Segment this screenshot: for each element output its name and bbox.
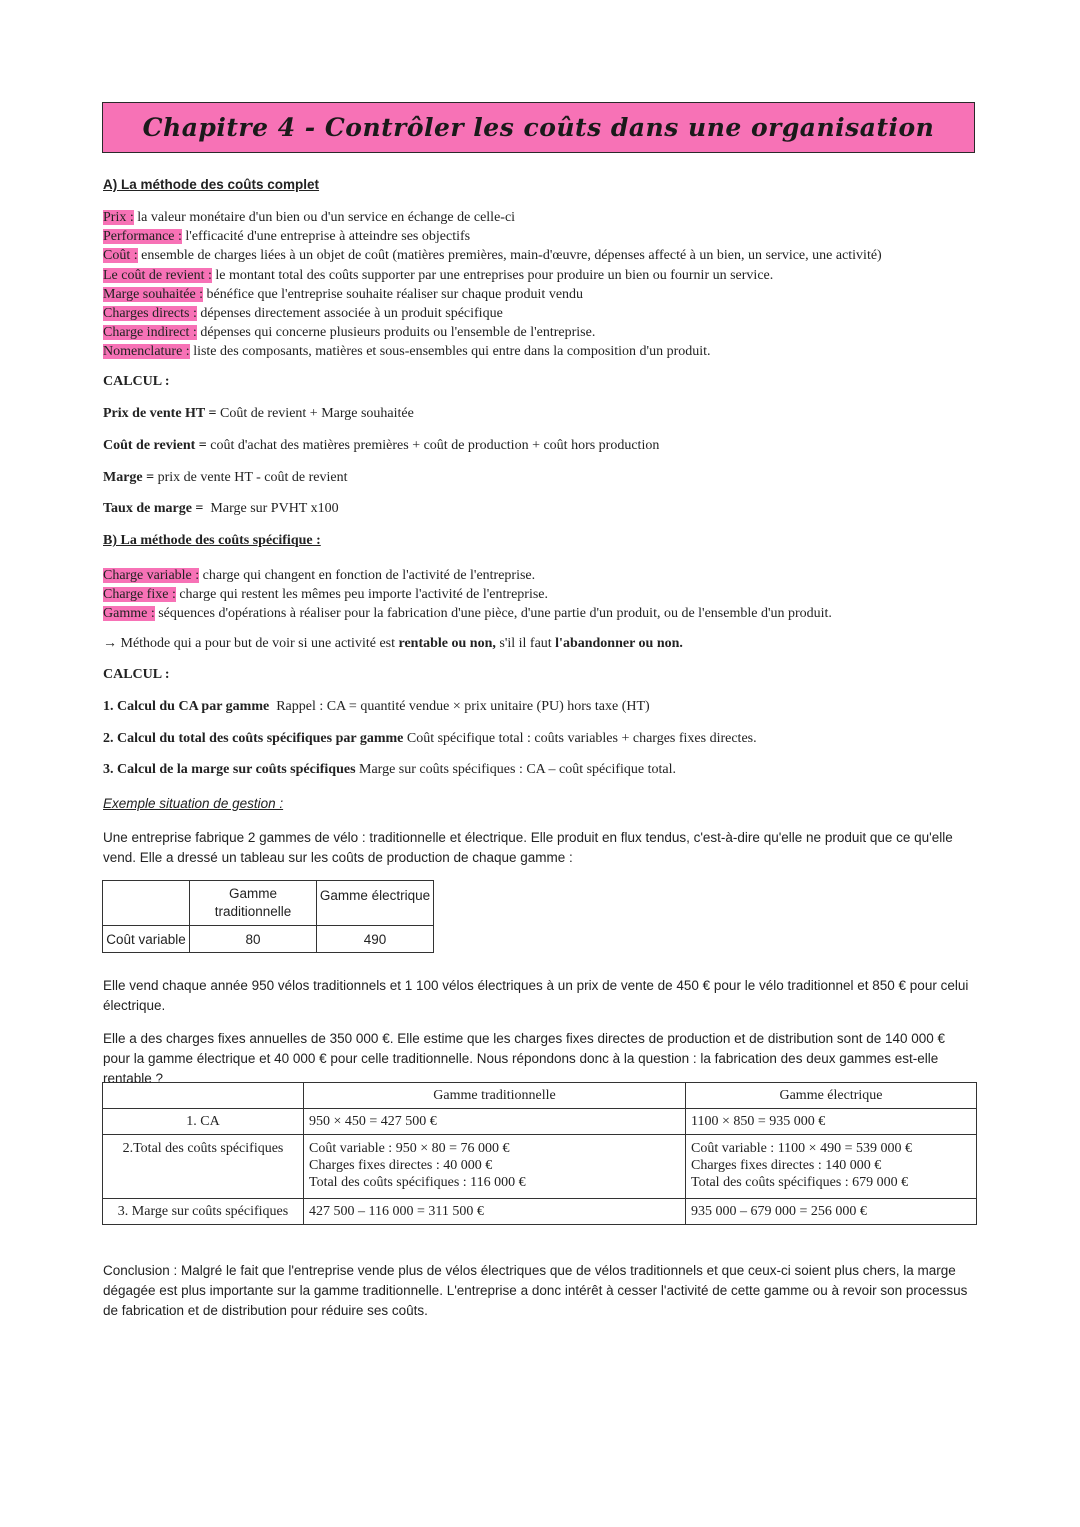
table-row <box>103 1199 977 1225</box>
calcul-label-a: CALCUL : <box>103 374 170 389</box>
definition-term: Charges directs : <box>103 306 197 322</box>
chapter-title: Chapitre 4 - Contrôler les coûts dans une organisation <box>142 113 935 142</box>
formula-selling-price: Prix de vente HT = Coût de revient + Marge souhaitée <box>103 406 414 421</box>
definition-text: ensemble de charges liées à un objet de coût (matières premières, main-d'œuvre, dépenses affecté à un bien, un service, une activité) <box>137 248 882 264</box>
example-title: Exemple situation de gestion : <box>103 796 284 811</box>
section-a-definitions <box>103 208 882 362</box>
sales-paragraph: Elle vend chaque année 950 vélos traditionnels et 1 100 vélos électriques à un prix de vente de 450 € pour le vélo traditionnel et 850 € pour celui électrique. <box>103 978 969 1013</box>
table-cell: Coût variable : 1100 × 490 = 539 000 € Charges fixes directes : 140 000 € Total des coûts spécifiques : 679 000 € <box>686 1135 977 1199</box>
definition-row <box>103 208 882 227</box>
table-header-cell <box>103 881 190 926</box>
definition-term: Performance : <box>103 229 182 245</box>
definition-row <box>103 604 832 623</box>
definition-term: Le coût de revient : <box>103 267 212 283</box>
table-row <box>103 1135 977 1199</box>
definition-text: la valeur monétaire d'un bien ou d'un service en échange de celle-ci <box>133 210 516 225</box>
table-row-label: 1. CA <box>103 1109 304 1135</box>
table-row <box>103 881 434 926</box>
step-ca: 1. Calcul du CA par gamme Rappel : CA = quantité vendue × prix unitaire (PU) hors taxe (HT) <box>103 699 650 714</box>
section-a-heading: A) La méthode des coûts complet <box>103 177 320 192</box>
table-row <box>103 926 434 953</box>
definition-term: Marge souhaitée : <box>103 286 204 302</box>
definition-text: dépenses qui concerne plusieurs produits ou l'ensemble de l'entreprise. <box>196 325 596 341</box>
example-intro: Une entreprise fabrique 2 gammes de vélo : traditionnelle et électrique. Elle produit en flux tendus, c'est-à-dire qu'elle ne produit que ce qu'elle vend. Elle a dressé un tableau sur les coûts de production de chaque gamme : <box>103 830 953 865</box>
right-arrow-icon: → <box>103 636 117 651</box>
definition-row <box>103 246 882 265</box>
definition-row <box>103 227 882 246</box>
definition-row <box>103 323 882 342</box>
step-specific-costs: 2. Calcul du total des coûts spécifiques par gamme Coût spécifique total : coûts variables + charges fixes directes. <box>103 731 757 746</box>
results-table <box>102 1082 977 1225</box>
definition-term: Gamme : <box>103 606 155 622</box>
table-header-cell: Gamme traditionnelle <box>190 881 317 926</box>
table-header-cell: Gamme traditionnelle <box>304 1083 686 1109</box>
definition-term: Charge indirect : <box>103 325 197 341</box>
section-b-definitions <box>103 566 832 624</box>
table-header-cell: Gamme électrique <box>686 1083 977 1109</box>
definition-text: charge qui changent en fonction de l'activité de l'entreprise. <box>199 568 536 583</box>
definition-text: liste des composants, matières et sous-ensembles qui entre dans la composition d'un produit. <box>189 344 711 360</box>
fixed-costs-paragraph: Elle a des charges fixes annuelles de 350 000 €. Elle estime que les charges fixes directes de production et de distribution sont de 140 000 € pour la gamme électrique et 40 000 € pour celle traditionnelle. Nous répondons donc à la question : la fabrication des deux gammes est-elle rentable ? <box>103 1031 946 1086</box>
table-row-label: 3. Marge sur coûts spécifiques <box>103 1199 304 1225</box>
section-b-heading: B) La méthode des coûts spécifique : <box>103 533 321 548</box>
definition-row <box>103 342 882 361</box>
step-margin: 3. Calcul de la marge sur coûts spécifiques Marge sur coûts spécifiques : CA – coût spécifique total. <box>103 762 677 777</box>
table-row <box>103 1109 977 1135</box>
definition-row <box>103 266 882 285</box>
table-row-label: 2.Total des coûts spécifiques <box>103 1135 304 1199</box>
definition-row <box>103 285 882 304</box>
definition-term: Coût : <box>103 248 138 264</box>
table-header-cell: Gamme électrique <box>317 881 434 926</box>
table-cell: Coût variable : 950 × 80 = 76 000 € Charges fixes directes : 40 000 € Total des coûts spécifiques : 116 000 € <box>304 1135 686 1199</box>
table-row-label: Coût variable <box>103 926 190 953</box>
definition-text: l'efficacité d'une entreprise à atteindre ses objectifs <box>181 229 471 245</box>
table-cell: 935 000 – 679 000 = 256 000 € <box>686 1199 977 1225</box>
definition-text: séquences d'opérations à réaliser pour la fabrication d'une pièce, d'une partie d'un produit, ou de l'ensemble d'un produit. <box>154 606 832 622</box>
definition-term: Charge variable : <box>103 568 200 583</box>
definition-term: Prix : <box>103 210 134 225</box>
table-cell: 427 500 – 116 000 = 311 500 € <box>304 1199 686 1225</box>
conclusion-paragraph: Conclusion : Malgré le fait que l'entreprise vende plus de vélos électriques que de vélos traditionnels et que ceux-ci soient plus chers, la marge dégagée est plus importante sur la gamme traditionnelle. L'entreprise a donc intérêt à cesser l'activité de cette gamme ou à revoir son processus de fabrication et de distribution pour réduire ses coûts. <box>103 1263 968 1318</box>
definition-text: charge qui restent les mêmes peu importe l'activité de l'entreprise. <box>175 587 548 603</box>
table-cell: 80 <box>190 926 317 953</box>
table-header-cell <box>103 1083 304 1109</box>
definition-row <box>103 566 832 585</box>
definition-text: bénéfice que l'entreprise souhaite réaliser sur chaque produit vendu <box>203 286 584 302</box>
formula-cost-price: Coût de revient = coût d'achat des matières premières + coût de production + coût hors production <box>103 438 660 453</box>
definition-row <box>103 585 832 604</box>
table-cell: 490 <box>317 926 434 953</box>
definition-text: dépenses directement associée à un produit spécifique <box>196 306 503 322</box>
definition-term: Nomenclature : <box>103 344 190 360</box>
calcul-label-b: CALCUL : <box>103 667 170 682</box>
formula-margin: Marge = prix de vente HT - coût de revient <box>103 470 348 485</box>
definition-text: le montant total des coûts supporter par une entreprises pour produire un bien ou fournir un service. <box>211 267 774 283</box>
table-row <box>103 1083 977 1109</box>
formula-margin-rate: Taux de marge = Marge sur PVHT x100 <box>103 501 339 516</box>
variable-cost-table <box>102 880 434 953</box>
method-note: → Méthode qui a pour but de voir si une activité est rentable ou non, s'il il faut l'abandonner ou non. <box>103 636 683 651</box>
table-cell: 950 × 450 = 427 500 € <box>304 1109 686 1135</box>
table-cell: 1100 × 850 = 935 000 € <box>686 1109 977 1135</box>
definition-row <box>103 304 882 323</box>
chapter-title-banner <box>102 102 975 153</box>
definition-term: Charge fixe : <box>103 587 176 603</box>
